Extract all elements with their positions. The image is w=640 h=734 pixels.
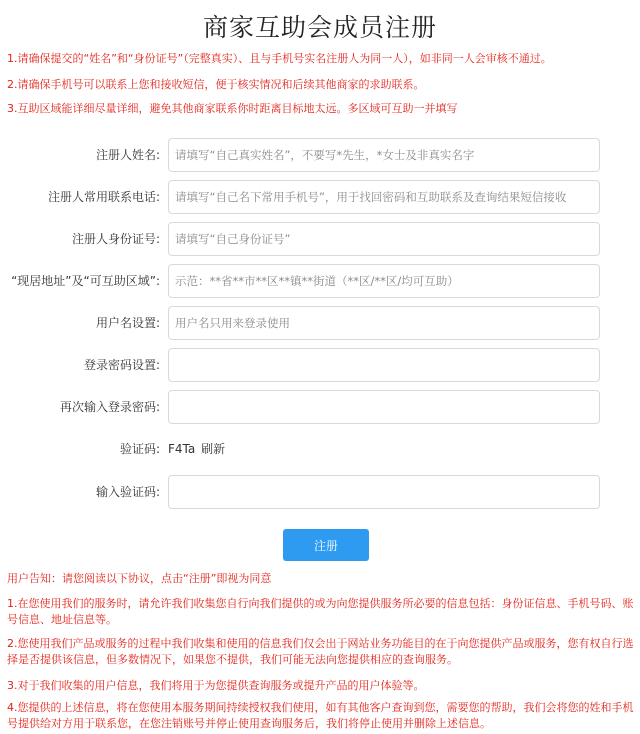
captcha-input[interactable] [168, 475, 600, 509]
name-row [0, 138, 640, 172]
register-button[interactable]: 注册 [283, 529, 369, 561]
username-label: 用户名设置: [95, 316, 160, 330]
captcha-input-label: 输入验证码: [95, 485, 160, 499]
phone-row [0, 180, 640, 214]
page-title: 商家互助会成员注册 [202, 13, 437, 42]
notice-2: 2.请确保手机号可以联系上您和接收短信，便于核实情况和后续其他商家的求助联系。 [7, 78, 425, 91]
terms-heading: 用户告知：请您阅读以下协议，点击“注册”即视为同意 [7, 572, 272, 585]
captcha-refresh-link[interactable]: 刷新 [201, 442, 226, 456]
terms-item-2: 2.您使用我们产品或服务的过程中我们收集和使用的信息我们仅会出于网站业务功能目的在于向您提供产品或服务，您有权自行选择是否提供该信息，但多数情况下，如果您不提供，我们可能无法向您提供相应的查询服务。 [7, 637, 634, 666]
password-confirm-row [0, 390, 640, 424]
name-label: 注册人姓名: [95, 148, 160, 162]
terms-item-3: 3.对于我们收集的用户信息，我们将用于为您提供查询服务或提升产品的用户体验等。 [7, 679, 425, 692]
notice-3: 3.互助区域能详细尽量详细，避免其他商家联系你时距离目标地太远。多区域可互助一并填写 [7, 102, 458, 115]
password-row [0, 348, 640, 382]
password-label: 登录密码设置: [83, 358, 160, 372]
idcard-row [0, 222, 640, 256]
captcha-row [0, 432, 640, 466]
phone-label: 注册人常用联系电话: [47, 190, 160, 204]
address-row [0, 264, 640, 298]
address-input[interactable] [168, 264, 600, 298]
captcha-display [168, 432, 225, 466]
idcard-label: 注册人身份证号: [71, 232, 160, 246]
captcha-input-row [0, 475, 640, 509]
idcard-input[interactable] [168, 222, 600, 256]
password-input[interactable] [168, 348, 600, 382]
notice-1: 1.请确保提交的“姓名”和“身份证号”（完整真实）、且与手机号实名注册人为同一人），如非同一人会审核不通过。 [7, 52, 552, 65]
terms-item-4: 4.您提供的上述信息，将在您使用本服务期间持续授权我们使用，如有其他客户查询到您，需要您的帮助，我们会将您的姓和手机号提供给对方用于联系您，在您注销账号并停止使用查询服务后，我们将停止使用并删除上述信息。 [7, 701, 634, 730]
password-confirm-input[interactable] [168, 390, 600, 424]
terms-item-1: 1.在您使用我们的服务时，请允许我们收集您自行向我们提供的或为向您提供服务所必要的信息包括：身份证信息、手机号码、账号信息、地址信息等。 [7, 597, 634, 626]
name-input[interactable] [168, 138, 600, 172]
captcha-code: F4Ta [168, 442, 196, 456]
captcha-label: 验证码: [119, 442, 160, 456]
address-label: “现居地址”及“可互助区域”: [11, 274, 160, 288]
password-confirm-label: 再次输入登录密码: [59, 400, 160, 414]
phone-input[interactable] [168, 180, 600, 214]
username-row [0, 306, 640, 340]
username-input[interactable] [168, 306, 600, 340]
